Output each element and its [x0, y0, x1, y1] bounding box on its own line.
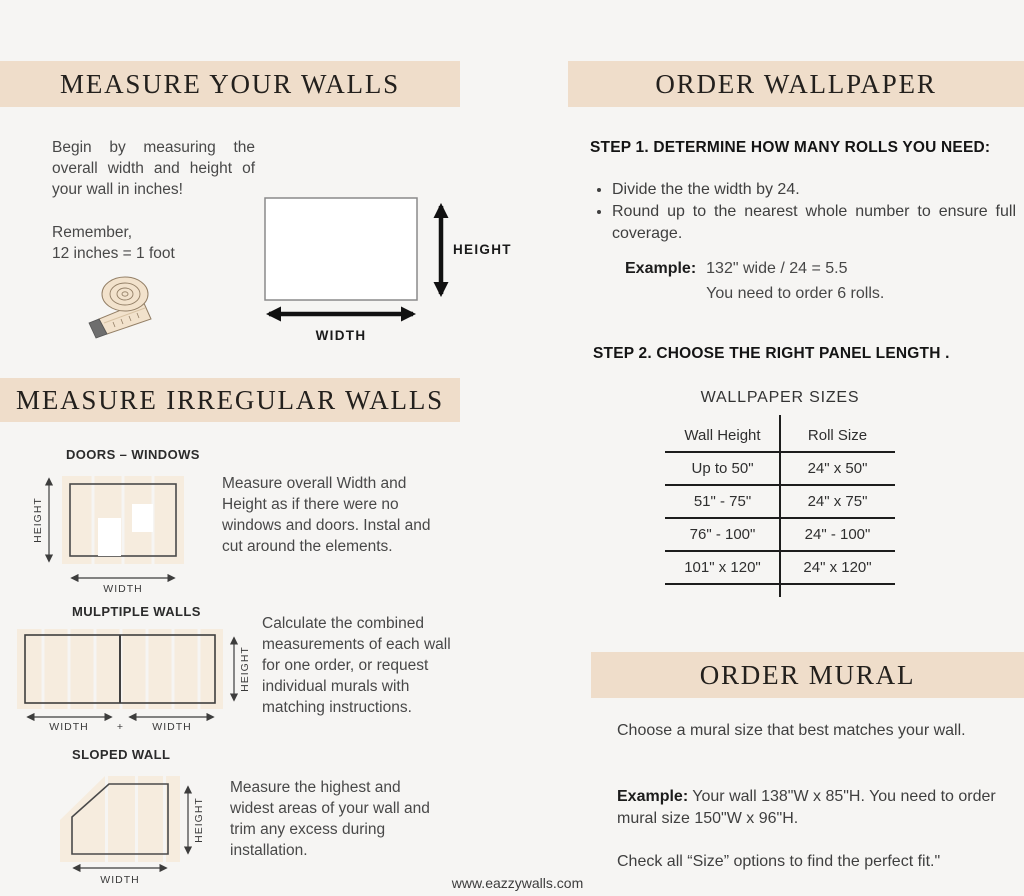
sloped-wall-heading: SLOPED WALL: [72, 747, 171, 762]
section-header-measure-your-walls: [0, 61, 460, 107]
multiple-walls-heading: MULPTIPLE WALLS: [72, 604, 201, 619]
section-header-order-mural: [591, 652, 1024, 698]
column-header-wall-height: Wall Height: [684, 427, 761, 444]
section-title: ORDER MURAL: [699, 659, 916, 690]
plus-label: +: [116, 721, 125, 733]
step2-heading: STEP 2. CHOOSE THE RIGHT PANEL LENGTH .: [593, 345, 950, 362]
intro-paragraph: Begin by measuring the overall width and height of your wall in inches!: [52, 139, 255, 198]
bullet-item: • Round up to the nearest whole number to ensure full coverage.: [612, 201, 1016, 245]
table-cell-wall-height: 51" - 75": [693, 493, 752, 510]
table-title: WALLPAPER SIZES: [700, 389, 860, 406]
sloped-wall-diagram: [45, 768, 225, 890]
example-line-2: You need to order 6 rolls.: [706, 285, 885, 302]
multiple-walls-text: Calculate the combined measurements of each wall for one order, or request individual murals with matching instructions.: [262, 615, 451, 716]
width-label-left: WIDTH: [49, 721, 89, 733]
section-header-order-wallpaper: [568, 61, 1024, 107]
bullet-item: • Divide the the width by 24.: [612, 179, 1016, 201]
width-label: WIDTH: [103, 583, 143, 595]
table-cell-roll-size: 24" x 50": [807, 460, 868, 477]
table-cell-wall-height: Up to 50": [691, 460, 754, 477]
doors-windows-diagram: [32, 468, 220, 595]
tape-measure-icon: [85, 268, 175, 342]
example-label: Example:: [617, 788, 689, 805]
sloped-wall-text: Measure the highest and widest areas of your wall and trim any excess during installation.: [230, 779, 430, 859]
section-title: MEASURE IRREGULAR WALLS: [16, 384, 444, 415]
wall-rectangle: [265, 198, 417, 300]
step1-heading: STEP 1. DETERMINE HOW MANY ROLLS YOU NEED:: [590, 139, 991, 156]
multiple-walls-diagram: [12, 626, 257, 731]
width-label-right: WIDTH: [152, 721, 192, 733]
height-label: HEIGHT: [193, 797, 205, 843]
order-mural-intro: Choose a mural size that best matches your wall.: [617, 722, 966, 739]
example-line-1: 132" wide / 24 = 5.5: [706, 260, 848, 277]
width-label: WIDTH: [100, 874, 140, 886]
wallpaper-sizes-table: [665, 420, 895, 585]
section-title: ORDER WALLPAPER: [655, 68, 937, 99]
height-label: HEIGHT: [453, 242, 512, 257]
table-cell-roll-size: 24" - 100": [804, 526, 871, 543]
order-mural-example: [617, 786, 1015, 830]
height-label: HEIGHT: [239, 646, 251, 692]
door-shape: [98, 518, 121, 556]
table-cell-roll-size: 24" x 75": [807, 493, 868, 510]
doors-windows-text: Measure overall Width and Height as if there were no windows and doors. Instal and cut around the elements.: [222, 475, 431, 555]
table-cell-roll-size: 24" x 120": [803, 559, 872, 576]
wall-diagram: [255, 190, 515, 350]
table-cell-wall-height: 101" x 120": [684, 559, 761, 576]
example-label: Example:: [625, 260, 697, 277]
doors-windows-heading: DOORS – WINDOWS: [66, 447, 200, 462]
remember-line-2: 12 inches = 1 foot: [52, 245, 175, 262]
example-text: Your wall 138"W x 85"H. You need to order mural size 150"W x 96"H.: [617, 788, 996, 827]
remember-line-1: Remember,: [52, 224, 133, 241]
step1-example: [625, 258, 884, 304]
column-header-roll-size: Roll Size: [807, 427, 868, 444]
order-mural-note: Check all “Size” options to find the perfect fit.": [617, 853, 941, 870]
website-url: www.eazzywalls.com: [451, 875, 584, 891]
section-title: MEASURE YOUR WALLS: [60, 68, 400, 99]
step1-bullets: [592, 179, 1016, 245]
window-shape: [132, 504, 153, 532]
table-cell-wall-height: 76" - 100": [689, 526, 756, 543]
wall-panel: [60, 776, 180, 862]
height-label: HEIGHT: [32, 497, 44, 543]
measure-walls-intro: [52, 137, 255, 264]
table-vertical-divider: [779, 415, 781, 597]
width-label: WIDTH: [315, 328, 367, 343]
section-header-measure-irregular-walls: [0, 378, 460, 422]
